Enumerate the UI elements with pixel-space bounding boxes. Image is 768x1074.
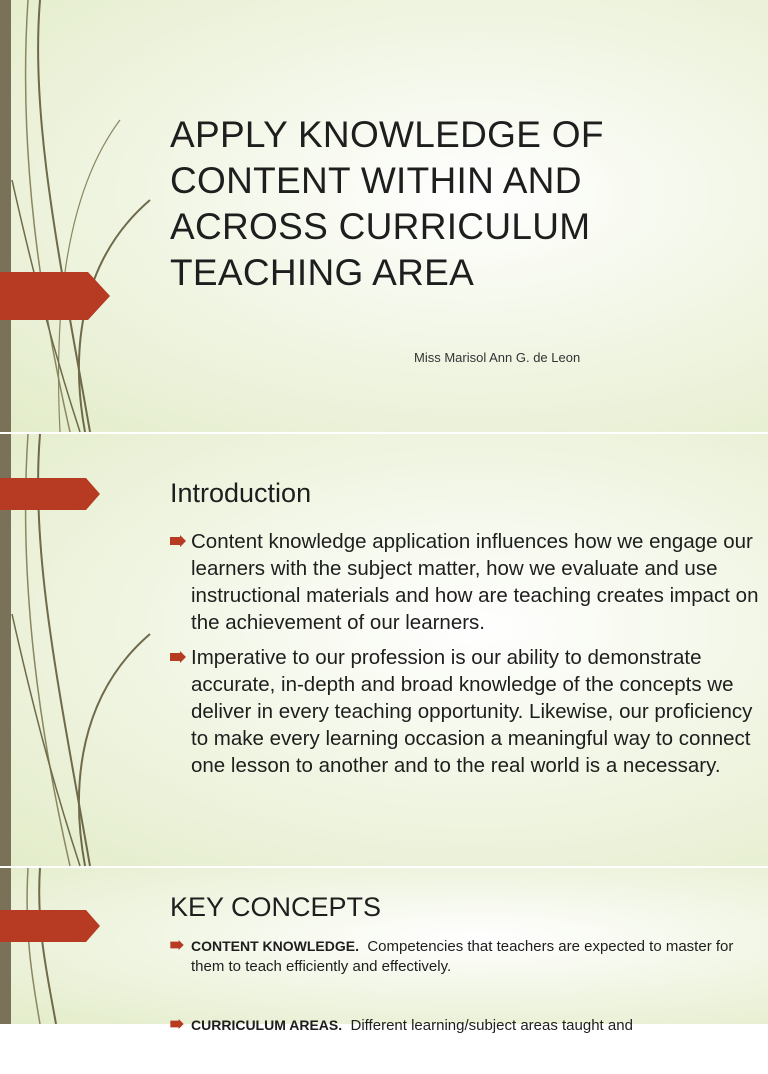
concept-term: CURRICULUM AREAS — [191, 1017, 339, 1033]
red-arrow-marker — [0, 272, 110, 320]
arrow-bullet-icon — [170, 535, 186, 547]
title-slide — [0, 0, 768, 432]
concept-definition: Different learning/subject areas taught and — [350, 1017, 633, 1034]
list-item: CONTENT KNOWLEDGE. Competencies that teachers are expected to master for them to teach efficiently and effectively. — [170, 936, 760, 977]
arrow-bullet-icon — [170, 940, 184, 950]
bullet-text: Imperative to our profession is our ability to demonstrate accurate, in-depth and broad knowledge of the concepts we deliver in every teaching opportunity. Likewise, our proficiency to make every learning occasion a meaningful way to connect one lesson to another and to the real world is a necessary. — [191, 646, 753, 777]
list-item: CURRICULUM AREAS. Different learning/subject areas taught and — [170, 1015, 760, 1036]
arrow-bullet-icon — [170, 1019, 184, 1029]
author-name: Miss Marisol Ann G. de Leon — [414, 350, 581, 365]
list-item — [170, 644, 760, 779]
introduction-slide — [0, 434, 768, 866]
slide-heading: KEY CONCEPTS — [170, 892, 382, 922]
concept-list — [170, 936, 760, 1074]
bullet-list — [170, 528, 760, 787]
list-item — [170, 528, 760, 636]
red-arrow-marker — [0, 910, 100, 942]
bullet-text: Content knowledge application influences how we engage our learners with the subject matter, how we evaluate and use instructional materials and how are teaching creates impact on the achievement of our learners. — [191, 530, 759, 634]
concept-term: CONTENT KNOWLEDGE — [191, 938, 356, 954]
presentation-title: APPLY KNOWLEDGE OF CONTENT WITHIN AND ACROSS CURRICULUM TEACHING AREA — [170, 114, 604, 293]
key-concepts-slide — [0, 868, 768, 1034]
arrow-bullet-icon — [170, 651, 186, 663]
red-arrow-marker — [0, 478, 100, 510]
slide-heading: Introduction — [170, 478, 312, 508]
concept-definition: Competencies that teachers are expected to master for them to teach efficiently and effectively. — [191, 938, 734, 975]
